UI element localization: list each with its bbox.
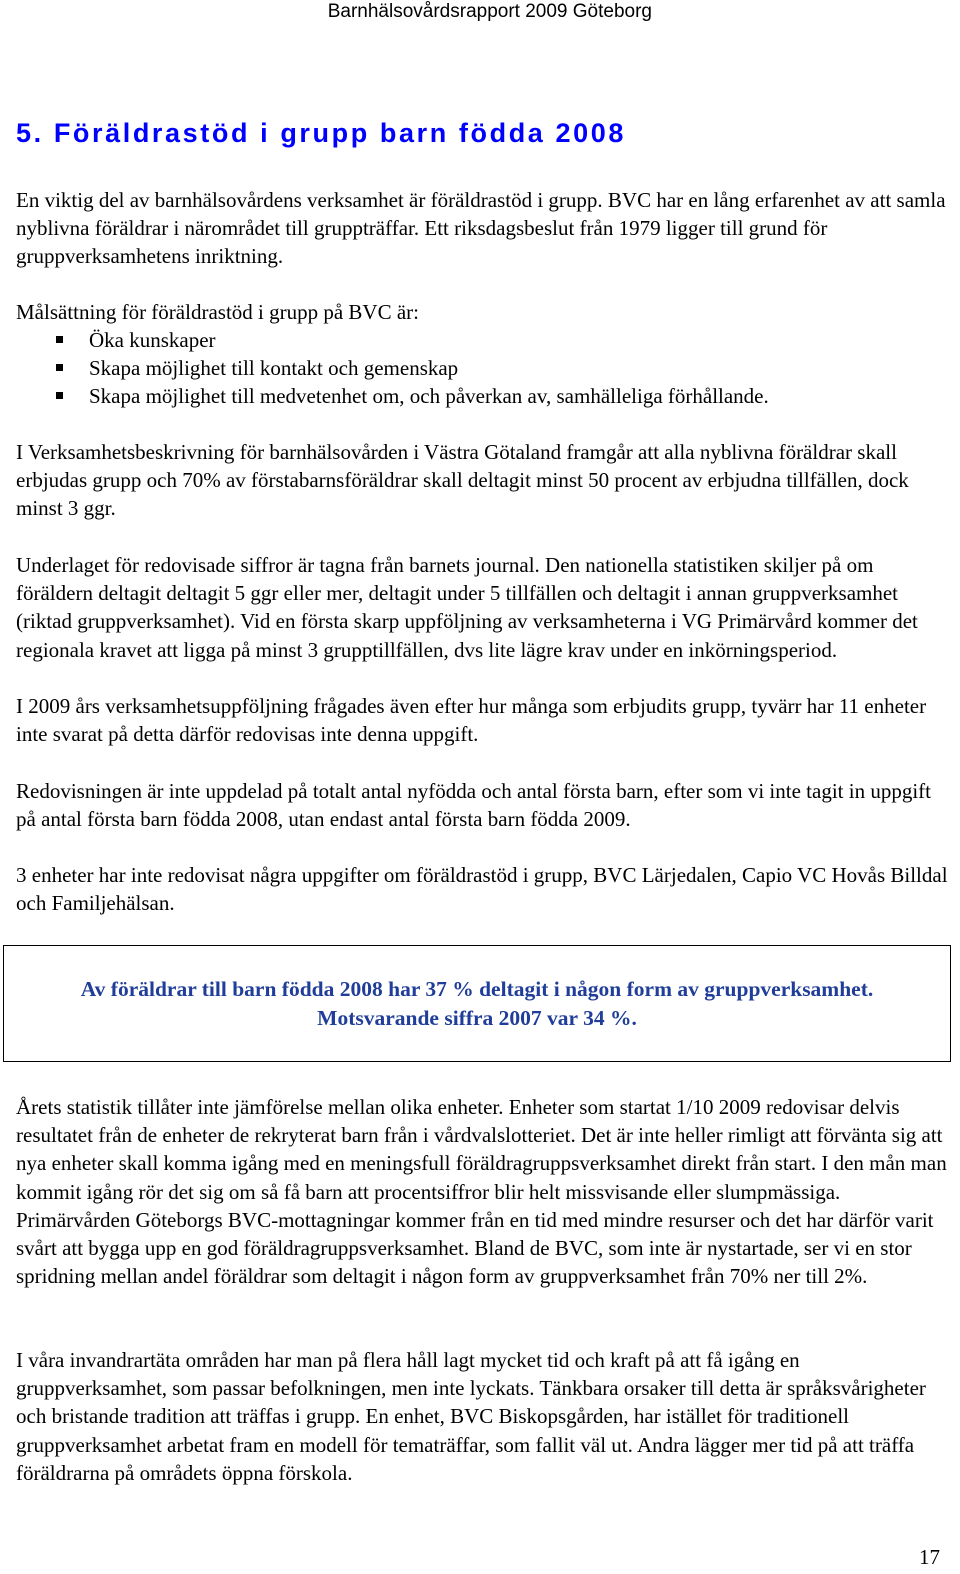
goal-text: Öka kunskaper [89, 328, 216, 352]
running-header: Barnhälsovårdsrapport 2009 Göteborg [327, 1, 652, 22]
goal-text: Skapa möjlighet till medvetenhet om, och påverkan av, samhälleliga förhållande. [89, 384, 769, 409]
summary-line-1: Av föräldrar till barn födda 2008 har 37 % deltagit i någon form av gruppverksamhet. [80, 977, 874, 1001]
underlag-paragraph: Underlaget för redovisade siffror är tagna från barnets journal. Den nationella statistiken skiljer på om föräldern deltagit deltagit 5 ggr eller mer, deltagit under 5 tillfällen och deltagit i annan gruppverksamhet (riktad gruppverksamhet). Vid en första skarp uppföljning av verksamheterna i VG Primärvård kommer det regionala kravet att ligga på minst 3 grupptillfällen, dvs lite lägre krav under en inkörningsperiod. [16, 553, 918, 662]
summary-box [3, 945, 951, 1062]
statistik-paragraph: Årets statistik tillåter inte jämförelse mellan olika enheter. Enheter som startat 1/10 2009 redovisar delvis resultatet från de enheter de rekryterat barn från i vårdvalslotteriet. Det är inte heller rimligt att förvänta sig att nya enheter skall komma igång med en meningsfull föräldragruppsverksamhet direkt från start. I den mån man kommit igång rör det sig om så få barn att procentsiffror blir helt missvisande eller slumpmässiga. Primärvården Göteborgs BVC-mottagningar kommer från en tid med mindre resurser och det har därför varit svårt att bygga upp en god föräldragruppsverksamhet. Bland de BVC, som inte är nystartade, ser vi en stor spridning mellan andel föräldrar som deltagit i någon form av gruppverksamhet från 70% ner till 2%. [16, 1095, 947, 1289]
square-bullet-icon [56, 392, 63, 399]
list-item [16, 326, 769, 354]
invandrar-paragraph: I våra invandrartäta områden har man på flera håll lagt mycket tid och kraft på att få igång en gruppverksamhet, som passar befolkningen, men inte lyckats. Tänkbara orsaker till detta är språksvårigheter och bristande tradition att träffas i grupp. En enhet, BVC Biskopsgården, har istället för traditionell gruppverksamhet arbetat fram en modell för tematräffar, som fallit väl ut. Andra lägger mer tid på att träffa föräldrarna på områdets öppna förskola. [16, 1348, 926, 1485]
goals-lead: Målsättning för föräldrastöd i grupp på BVC är: [16, 300, 419, 324]
intro-paragraph: En viktig del av barnhälsovårdens verksamhet är föräldrastöd i grupp. BVC har en lång erfarenhet av att samla nyblivna föräldrar i närområdet till gruppträffar. Ett riksdagsbeslut från 1979 ligger till grund för gruppverksamhetens inriktning. [16, 188, 946, 269]
goal-text: Skapa möjlighet till kontakt och gemenskap [89, 356, 459, 381]
goals-list [16, 326, 769, 411]
summary-line-2: Motsvarande siffra 2007 var 34 %. [317, 1005, 637, 1030]
square-bullet-icon [56, 336, 63, 343]
verksamhet-paragraph: I Verksamhetsbeskrivning för barnhälsovården i Västra Götaland framgår att alla nyblivna föräldrar skall erbjudas grupp och 70% av förstabarnsföräldrar skall deltagit minst 50 procent av erbjudna tillfällen, dock minst 3 ggr. [16, 440, 909, 521]
square-bullet-icon [56, 364, 63, 371]
ej-redovisat-paragraph: 3 enheter har inte redovisat några uppgifter om föräldrastöd i grupp, BVC Lärjedalen, Capio VC Hovås Billdal och Familjehälsan. [16, 863, 948, 916]
section-title: 5. Föräldrastöd i grupp barn födda 2008 [16, 118, 626, 148]
uppfoljning-paragraph: I 2009 års verksamhetsuppföljning frågades även efter hur många som erbjudits grupp, tyvärr har 11 enheter inte svarat på detta därför redovisas inte denna uppgift. [16, 694, 927, 747]
list-item [16, 382, 769, 410]
redovisning-paragraph: Redovisningen är inte uppdelad på totalt antal nyfödda och antal första barn, efter som vi inte tagit in uppgift på antal första barn födda 2008, utan endast antal första barn födda 2009. [16, 779, 931, 832]
page-number: 17 [919, 1545, 940, 1569]
list-item [16, 354, 769, 382]
